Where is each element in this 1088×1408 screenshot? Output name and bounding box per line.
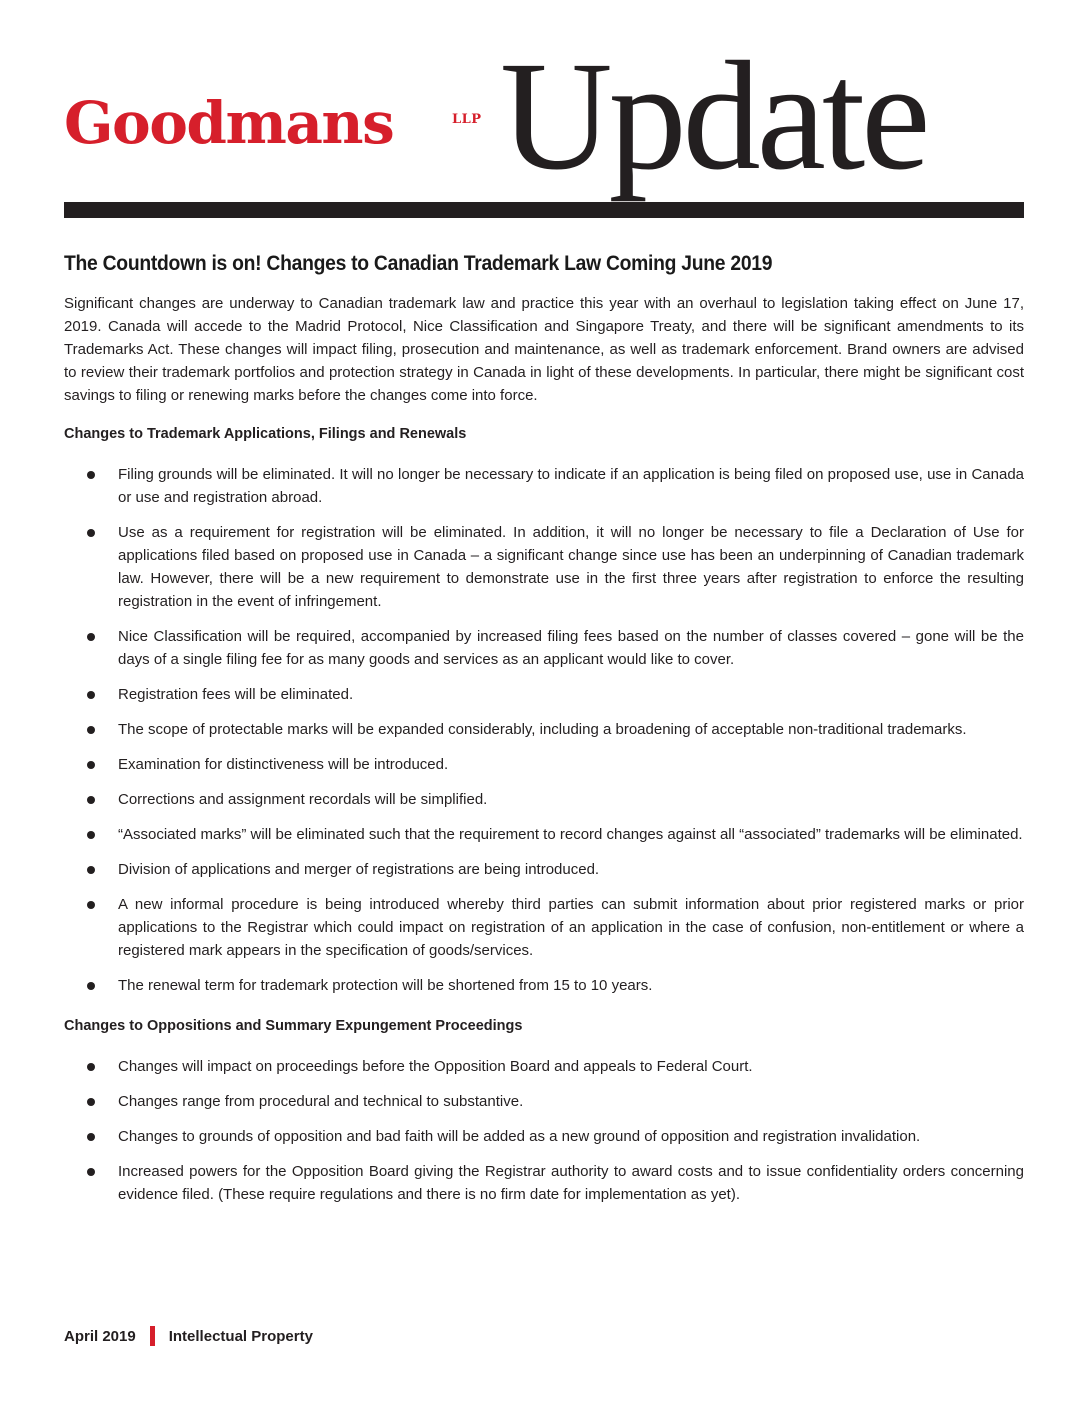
bullet-icon [87, 691, 95, 699]
article-title: The Countdown is on! Changes to Canadian Trademark Law Coming June 2019 [64, 252, 773, 275]
bullet-icon [87, 1133, 95, 1141]
list-item [64, 1055, 1024, 1078]
list-item-text: Corrections and assignment recordals will be simplified. [118, 791, 488, 808]
bullet-icon [87, 633, 95, 641]
bullet-icon [87, 1098, 95, 1106]
list-item [64, 893, 1024, 962]
brand-llp-mark: LLP [452, 112, 482, 127]
bullet-icon [87, 726, 95, 734]
article-body [64, 292, 1024, 1224]
bullet-icon [87, 982, 95, 990]
list-item [64, 1090, 1024, 1113]
list-item-text: Filing grounds will be eliminated. It will no longer be necessary to indicate if an application is being filed on proposed use, use in Canada or use and registration abroad. [118, 466, 1024, 506]
bullet-icon [87, 796, 95, 804]
list-item-text: Changes range from procedural and technical to substantive. [118, 1093, 524, 1110]
section-heading: Changes to Trademark Applications, Filings and Renewals [64, 426, 467, 442]
list-item [64, 788, 1024, 811]
list-item-text: Changes will impact on proceedings before the Opposition Board and appeals to Federal Court. [118, 1058, 753, 1075]
list-item-text: The renewal term for trademark protection will be shortened from 15 to 10 years. [118, 977, 653, 994]
bullet-list [64, 1055, 1024, 1206]
list-item [64, 463, 1024, 509]
list-item-text: The scope of protectable marks will be expanded considerably, including a broadening of acceptable non-traditional trademarks. [118, 721, 967, 738]
section-heading: Changes to Oppositions and Summary Expungement Proceedings [64, 1018, 523, 1034]
bullet-icon [87, 1168, 95, 1176]
page-footer [64, 1326, 313, 1346]
footer-date: April 2019 [64, 1327, 136, 1345]
section-oppositions [64, 1015, 1024, 1206]
list-item [64, 625, 1024, 671]
list-item [64, 858, 1024, 881]
list-item [64, 718, 1024, 741]
publication-title: Update [500, 29, 927, 202]
bullet-icon [87, 529, 95, 537]
list-item-text: Changes to grounds of opposition and bad faith will be added as a new ground of opposition and registration invalidation. [118, 1128, 921, 1145]
list-item [64, 823, 1024, 846]
bullet-icon [87, 761, 95, 769]
brand-logo: Goodmans [64, 89, 394, 157]
intro-paragraph: Significant changes are underway to Canadian trademark law and practice this year with an overhaul to legislation taking effect on June 17, 2019. Canada will accede to the Madrid Protocol, Nice Classification and Singapore Treaty, and there will be significant amendments to its Trademarks Act. These changes will impact filing, prosecution and maintenance, as well as trademark enforcement. Brand owners are advised to review their trademark portfolios and protection strategy in Canada in light of these developments. In particular, there might be significant cost savings to filing or renewing marks before the changes come into force. [64, 295, 1024, 404]
list-item-text: Increased powers for the Opposition Board giving the Registrar authority to award costs and to issue confidentiality orders concerning evidence filed. (These require regulations and there is no firm date for implementation as yet). [118, 1163, 1024, 1203]
list-item [64, 1125, 1024, 1148]
footer-category: Intellectual Property [168, 1327, 313, 1345]
list-item [64, 683, 1024, 706]
list-item-text: Nice Classification will be required, accompanied by increased filing fees based on the number of classes covered – gone will be the days of a single filing fee for as many goods and services as an applicant would like to cover. [118, 628, 1024, 668]
list-item [64, 521, 1024, 613]
bullet-icon [87, 471, 95, 479]
masthead-rule [64, 202, 1024, 218]
list-item-text: A new informal procedure is being introduced whereby third parties can submit information about prior registered marks or prior applications to the Registrar which could impact on registration of an application in the case of confusion, non-entitlement or where a registered mark appears in the specification of goods/services. [118, 896, 1024, 959]
footer-divider [150, 1326, 155, 1346]
list-item-text: Examination for distinctiveness will be introduced. [118, 756, 449, 773]
list-item-text: Division of applications and merger of registrations are being introduced. [118, 861, 600, 878]
list-item [64, 1160, 1024, 1206]
list-item [64, 753, 1024, 776]
list-item-text: “Associated marks” will be eliminated such that the requirement to record changes against all “associated” trademarks will be eliminated. [118, 826, 1023, 843]
section-applications [64, 423, 1024, 997]
bullet-icon [87, 831, 95, 839]
bullet-list [64, 463, 1024, 997]
list-item [64, 974, 1024, 997]
bullet-icon [87, 901, 95, 909]
list-item-text: Use as a requirement for registration will be eliminated. In addition, it will no longer be necessary to file a Declaration of Use for applications filed based on proposed use in Canada – a significant change since use has been an underpinning of Canadian trademark law. However, there will be a new requirement to demonstrate use in the first three years after registration to enforce the resulting registration in the event of infringement. [118, 524, 1024, 610]
bullet-icon [87, 1063, 95, 1071]
list-item-text: Registration fees will be eliminated. [118, 686, 354, 703]
masthead [64, 29, 1024, 224]
bullet-icon [87, 866, 95, 874]
